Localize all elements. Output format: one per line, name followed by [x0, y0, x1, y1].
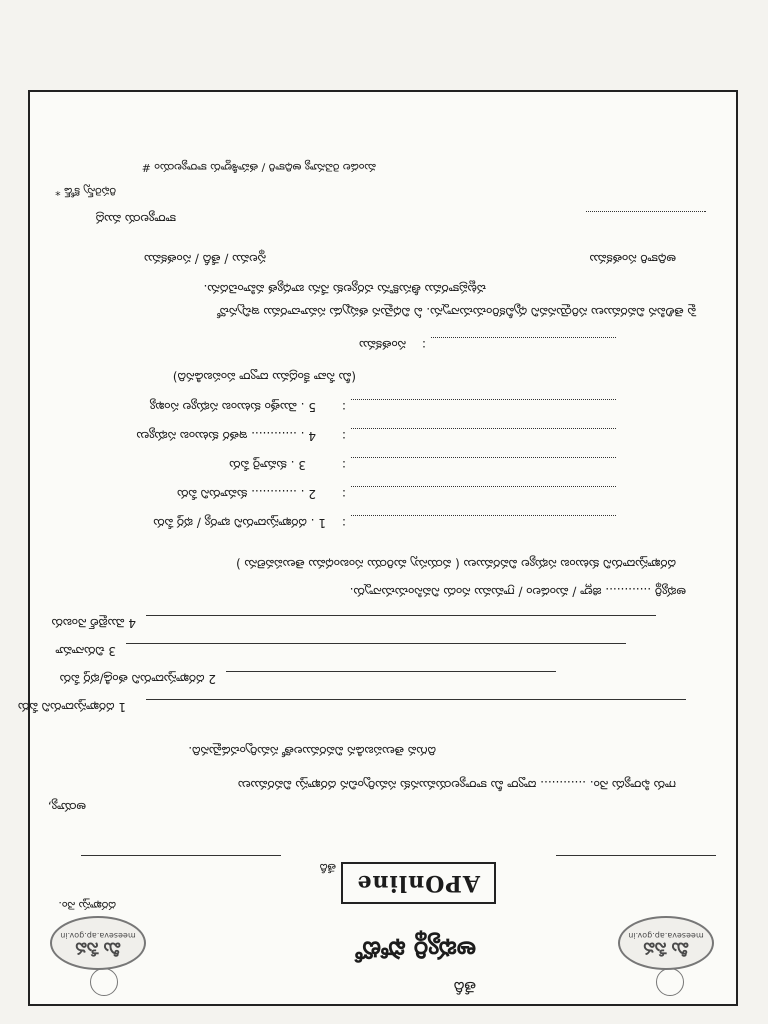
member-3-colon: :	[341, 458, 346, 472]
declaration-line-2: చట్టప్రకారము తీసుకొను చర్యలకు నేను బాధ్యత వహించెదను.	[203, 282, 486, 296]
member-1-colon: :	[341, 516, 346, 530]
member-4-line[interactable]	[351, 428, 616, 429]
form-frame	[18, 90, 738, 1006]
office-seal-label: కార్యాలయ ముద్ర	[95, 212, 176, 226]
member-4-label: 4 . ............ ఇతర కుటుంబ సభ్యులు	[136, 429, 316, 443]
office-seal-line[interactable]	[586, 211, 706, 212]
family-section-heading: దరఖాస్తుదారుని కుటుంబ సభ్యుల వివరములు ( వయస్సు మరియు సంబంధము తెలుపవలెను )	[236, 557, 676, 571]
sign-label: సంతకము	[359, 338, 406, 352]
field-address-line[interactable]	[126, 643, 626, 644]
member-1-label: 1 . దరఖాస్తుదారుని భార్య / భర్త పేరు	[153, 516, 326, 530]
meeseva-logo-left	[618, 916, 714, 970]
logo-text: మీ సేవ	[643, 938, 689, 958]
member-5-label: 5 . మొత్తం కుటుంబ సభ్యుల సంఖ్య	[149, 400, 316, 414]
member-3-label: 3 . కుమార్తె పేరు	[229, 458, 306, 472]
emblem-seal-left	[656, 968, 684, 996]
field-father-name-line[interactable]	[226, 671, 556, 672]
date-line	[81, 855, 281, 856]
field-address-label: 3 చిరునామా	[55, 644, 116, 658]
declaration-line-1: పై తెలిపిన వివరములు సరియైనవని ధృవీకరించుచున్నాను. ఏ విధమైన తప్పుడు సమాచారము ఇచ్చినచో	[217, 305, 696, 319]
member-5-colon: :	[341, 400, 346, 414]
meeseva-logo-right	[50, 916, 146, 970]
member-5-line[interactable]	[351, 399, 616, 400]
field-mobile-label: 4 మొబైల్ నెంబరు	[51, 616, 136, 630]
place-date-sign-label: స్థలము / తేదీ / సంతకము	[144, 252, 266, 266]
sign-colon: :	[421, 338, 426, 352]
field-father-name-label: 2 దరఖాస్తుదారుని తండ్రి/భర్త పేరు	[59, 672, 216, 686]
member-2-line[interactable]	[351, 486, 616, 487]
member-4-colon: :	[341, 429, 346, 443]
logo-text: మీ సేవ	[75, 938, 121, 958]
logo-subtext: meeseva.ap.gov.in	[628, 930, 704, 940]
application-number-label: దరఖాస్తు నెం.	[58, 899, 116, 912]
form-title: అభ్యర్థి ఫోటో	[356, 936, 476, 964]
sign-line[interactable]	[431, 337, 616, 338]
applicant-residence-line: అభ్యర్థి ............ జిల్లా / మండలం / గ్రామము నందు నివసించుచున్నారు.	[349, 585, 686, 599]
note-line: (మీ సేవా కేంద్రము ద్వారా పంపబడినది)	[172, 370, 356, 384]
intro-line-2: దిగువ తెలుపబడిన వివరములతో సమర్పించడమైనది.	[188, 744, 436, 758]
form-subtitle: తేదీ	[453, 978, 476, 996]
member-2-colon: :	[341, 487, 346, 501]
intro-line-1: గారు ఫిర్యాదు నెం. ............ ద్వారా మీ కార్యాలయమునకు సమర్పించిన దరఖాస్తు వివరములు	[237, 778, 676, 792]
field-mobile-line[interactable]	[146, 615, 656, 616]
salutation: అయ్యా,	[47, 800, 86, 814]
footer-reference: మండల రెవెన్యూ అధికారి / తహశీల్దారు కార్యాలయం #	[141, 161, 376, 174]
member-1-line[interactable]	[351, 515, 616, 516]
member-3-line[interactable]	[351, 457, 616, 458]
field-applicant-name-label: 1 దరఖాస్తుదారుని పేరు	[18, 700, 126, 714]
footer-code: రిఫరెన్స్ కోడ్ *	[55, 185, 116, 198]
emblem-seal-right	[90, 968, 118, 996]
date-label: తేదీ	[319, 861, 336, 874]
officer-sign-label: అధికారి సంతకము	[589, 252, 676, 266]
member-2-label: 2 . ............ కుమారుని పేరు	[177, 487, 316, 501]
place-line	[556, 855, 716, 856]
field-applicant-name-line[interactable]	[146, 699, 686, 700]
logo-subtext: meeseva.ap.gov.in	[60, 930, 136, 940]
aponline-box: APOnline	[341, 862, 496, 904]
